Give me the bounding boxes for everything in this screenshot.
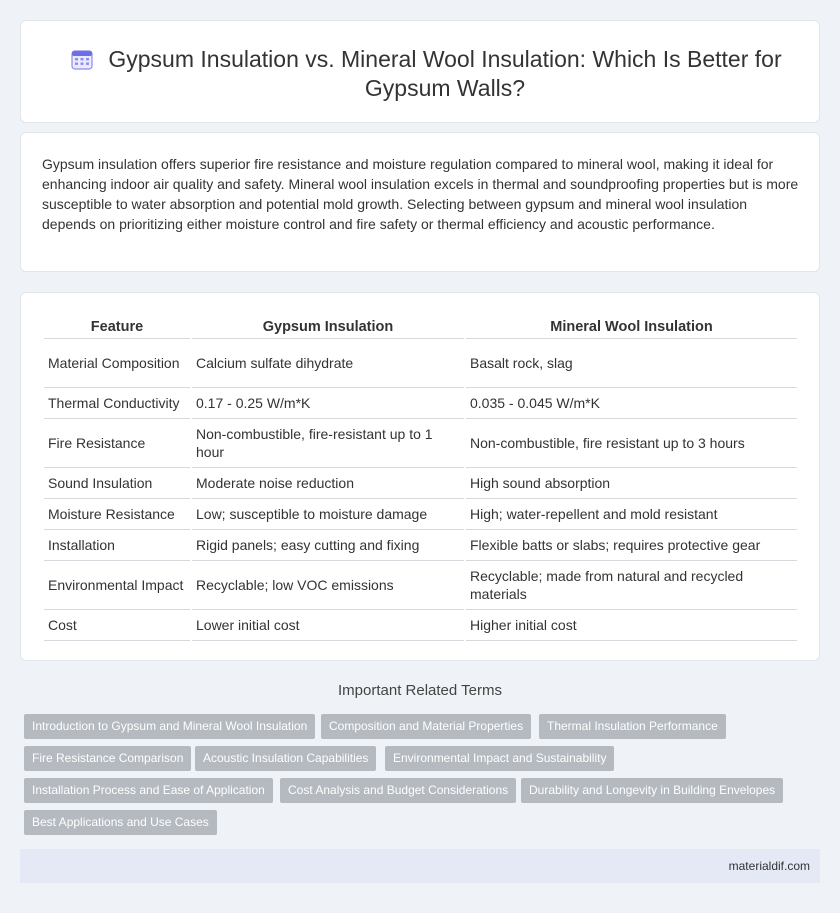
related-tag[interactable]: Composition and Material Properties (321, 714, 531, 739)
gypsum-cell: Rigid panels; easy cutting and fixing (192, 530, 464, 561)
mineral-wool-cell: Flexible batts or slabs; requires protective gear (466, 530, 797, 561)
table-row (44, 530, 797, 561)
related-terms-heading: Important Related Terms (338, 682, 502, 699)
footer (20, 849, 820, 883)
mineral-wool-cell: Non-combustible, fire resistant up to 3 hours (466, 419, 797, 468)
mineral-wool-cell: 0.035 - 0.045 W/m*K (466, 388, 797, 419)
related-tag[interactable]: Durability and Longevity in Building Envelopes (521, 778, 783, 803)
related-tag[interactable]: Installation Process and Ease of Application (24, 778, 273, 803)
feature-cell: Installation (44, 530, 190, 561)
feature-cell: Thermal Conductivity (44, 388, 190, 419)
table-row (44, 468, 797, 499)
feature-cell: Cost (44, 610, 190, 641)
mineral-wool-cell: Higher initial cost (466, 610, 797, 641)
comparison-table-card (20, 292, 820, 661)
calendar-icon (71, 48, 93, 70)
mineral-wool-cell: Recyclable; made from natural and recycled materials (466, 561, 797, 610)
related-tag[interactable]: Best Applications and Use Cases (24, 810, 217, 835)
related-tag[interactable]: Cost Analysis and Budget Considerations (280, 778, 516, 803)
gypsum-cell: Lower initial cost (192, 610, 464, 641)
feature-cell: Fire Resistance (44, 419, 190, 468)
gypsum-cell: 0.17 - 0.25 W/m*K (192, 388, 464, 419)
gypsum-cell: Non-combustible, fire-resistant up to 1 hour (192, 419, 464, 468)
page-title: Gypsum Insulation vs. Mineral Wool Insulation: Which Is Better for Gypsum Walls? (108, 46, 782, 101)
footer-site-link[interactable]: materialdif.com (728, 859, 810, 873)
gypsum-cell: Calcium sulfate dihydrate (192, 339, 464, 388)
gypsum-cell: Moderate noise reduction (192, 468, 464, 499)
related-tag[interactable]: Thermal Insulation Performance (539, 714, 726, 739)
related-tag[interactable]: Acoustic Insulation Capabilities (195, 746, 376, 771)
gypsum-cell: Low; susceptible to moisture damage (192, 499, 464, 530)
feature-cell: Moisture Resistance (44, 499, 190, 530)
mineral-wool-cell: Basalt rock, slag (466, 339, 797, 388)
related-tag[interactable]: Introduction to Gypsum and Mineral Wool Insulation (24, 714, 315, 739)
gypsum-cell: Recyclable; low VOC emissions (192, 561, 464, 610)
related-tag[interactable]: Fire Resistance Comparison (24, 746, 191, 771)
header-feature: Feature (44, 317, 190, 339)
feature-cell: Sound Insulation (44, 468, 190, 499)
table-row (44, 419, 797, 468)
table-row (44, 339, 797, 388)
feature-cell: Environmental Impact (44, 561, 190, 610)
table-row (44, 561, 797, 610)
table-row (44, 499, 797, 530)
intro-card (20, 132, 820, 272)
comparison-table (42, 317, 799, 641)
intro-paragraph: Gypsum insulation offers superior fire resistance and moisture regulation compared to mineral wool, making it ideal for enhancing indoor air quality and safety. Mineral wool insulation excels in thermal and soundproofing properties but is more susceptible to water absorption and potential mold growth. Selecting between gypsum and mineral wool insulation depends on prioritizing either moisture control and fire safety or thermal efficiency and acoustic performance. (42, 156, 799, 232)
header-mineral-wool: Mineral Wool Insulation (466, 317, 797, 339)
title-card (20, 20, 820, 123)
feature-cell: Material Composition (44, 339, 190, 388)
related-tag[interactable]: Environmental Impact and Sustainability (385, 746, 614, 771)
table-row (44, 610, 797, 641)
mineral-wool-cell: High sound absorption (466, 468, 797, 499)
mineral-wool-cell: High; water-repellent and mold resistant (466, 499, 797, 530)
header-gypsum: Gypsum Insulation (192, 317, 464, 339)
table-row (44, 388, 797, 419)
table-header-row (44, 317, 797, 339)
